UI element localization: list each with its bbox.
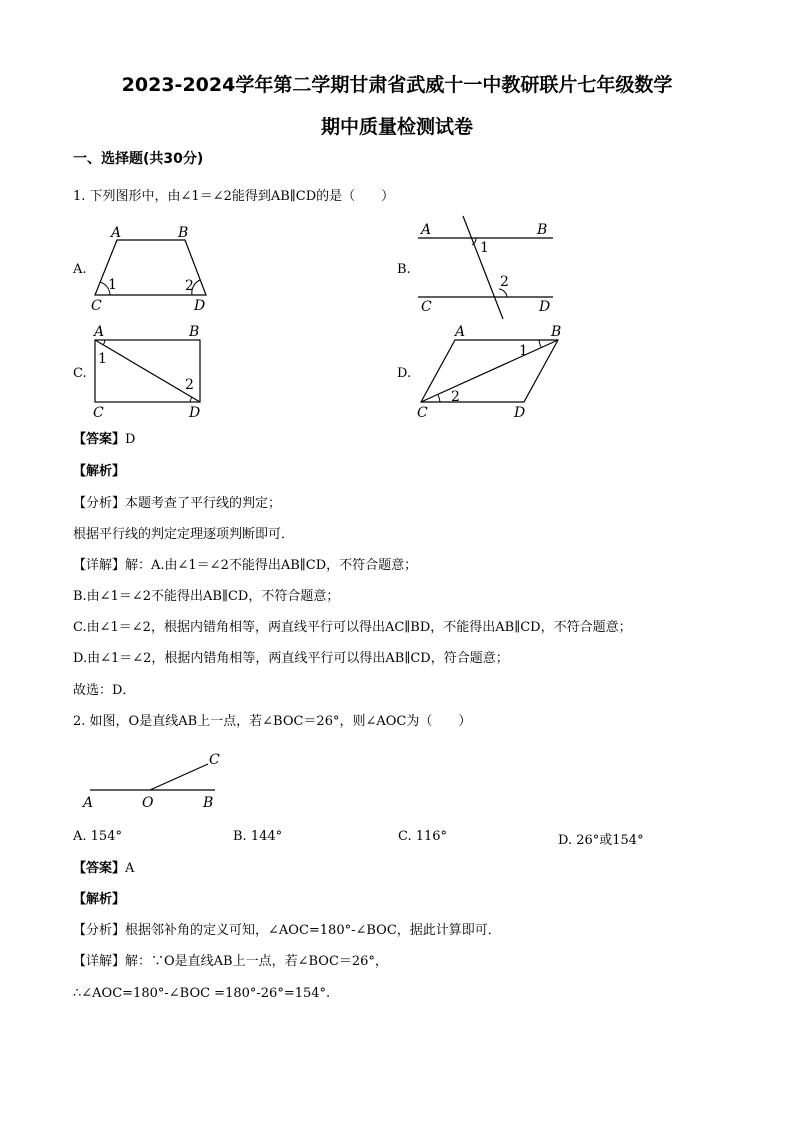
- q2-analysis-tag: 【解析】: [73, 892, 126, 907]
- angle-label-2: 2: [500, 274, 509, 290]
- answer-tag: 【答案】: [73, 861, 126, 876]
- point-label-c: C: [417, 405, 428, 421]
- q1-option-c-label: C.: [73, 366, 87, 381]
- q2-stem: 2. 如图，O是直线AB上一点，若∠BOC＝26°，则∠AOC为（ ）: [73, 714, 472, 729]
- point-label-a: A: [455, 324, 466, 340]
- q2-figure: [80, 748, 230, 810]
- q2-analysis-line: ∴∠AOC=180°-∠BOC =180°-26°=154°.: [73, 986, 331, 1001]
- q2-choice-d: D. 26°或154°: [558, 833, 644, 848]
- point-label-c: C: [209, 752, 220, 768]
- q2-choice-a: A. 154°: [73, 829, 122, 844]
- point-label-b: B: [551, 324, 562, 340]
- q1-option-b-label: B.: [397, 262, 411, 277]
- q1-option-d-figure: [413, 320, 568, 422]
- q1-analysis-line: D.由∠1＝∠2，根据内错角相等，两直线平行可以得出AB∥CD，符合题意；: [73, 651, 509, 666]
- point-label-d: D: [539, 299, 551, 315]
- point-label-o: O: [142, 795, 154, 811]
- q1-analysis-line: B.由∠1＝∠2不能得出AB∥CD，不符合题意；: [73, 589, 340, 604]
- point-label-b: B: [178, 225, 189, 241]
- answer-value: A: [125, 861, 135, 876]
- point-label-a: A: [83, 795, 94, 811]
- q2-analysis-line: 【分析】根据邻补角的定义可知，∠AOC=180°-∠BOC，据此计算即可．: [73, 923, 501, 938]
- angle-label-1: 1: [108, 277, 117, 293]
- angle-label-1: 1: [98, 351, 107, 367]
- angle-label-1: 1: [480, 240, 489, 256]
- q1-option-d-label: D.: [397, 366, 412, 381]
- point-label-c: C: [91, 298, 102, 314]
- angle-label-2: 2: [185, 377, 194, 393]
- q2-choice-c: C. 116°: [398, 829, 448, 844]
- point-label-c: C: [421, 299, 432, 315]
- q2-answer: [73, 860, 134, 878]
- point-label-d: D: [189, 405, 201, 421]
- q1-analysis-tag: 【解析】: [73, 464, 126, 479]
- exam-title-line-1: 2023-2024学年第二学期甘肃省武威十一中教研联片七年级数学: [121, 74, 673, 96]
- q1-analysis-line: 【分析】本题考查了平行线的判定；: [73, 496, 282, 511]
- answer-tag: 【答案】: [73, 432, 126, 447]
- point-label-a: A: [421, 222, 432, 238]
- point-label-d: D: [194, 298, 206, 314]
- q1-answer: [73, 431, 135, 449]
- section-heading: 一、选择题(共30分): [73, 151, 204, 167]
- answer-value: D: [125, 432, 136, 447]
- point-label-b: B: [203, 795, 214, 811]
- q1-analysis-line: 根据平行线的判定定理逐项判断即可．: [73, 527, 295, 542]
- angle-label-2: 2: [185, 278, 194, 294]
- exam-title-line-2: 期中质量检测试卷: [320, 116, 473, 138]
- q1-option-a-figure: [88, 222, 218, 312]
- point-label-c: C: [93, 405, 104, 421]
- angle-label-2: 2: [451, 389, 460, 405]
- q2-analysis-line: 【详解】解：∵O是直线AB上一点，若∠BOC＝26°，: [73, 954, 388, 969]
- q1-option-b-figure: [413, 214, 563, 324]
- q1-option-a-label: A.: [73, 262, 87, 277]
- q1-analysis-line: 【详解】解：A.由∠1＝∠2不能得出AB∥CD，不符合题意；: [73, 558, 418, 573]
- q2-choice-b: B. 144°: [233, 829, 283, 844]
- point-label-b: B: [537, 222, 548, 238]
- q1-analysis-line: C.由∠1＝∠2，根据内错角相等，两直线平行可以得出AC∥BD，不能得出AB∥CD，不符合题意；: [73, 620, 632, 635]
- q1-analysis-line: 故选：D．: [73, 683, 136, 698]
- point-label-d: D: [514, 405, 526, 421]
- point-label-b: B: [189, 324, 200, 340]
- q1-stem: 1. 下列图形中，由∠1＝∠2能得到AB∥CD的是（ ）: [73, 189, 395, 204]
- point-label-a: A: [111, 225, 122, 241]
- q1-option-c-figure: [88, 320, 213, 422]
- angle-label-1: 1: [519, 343, 528, 359]
- point-label-a: A: [94, 324, 105, 340]
